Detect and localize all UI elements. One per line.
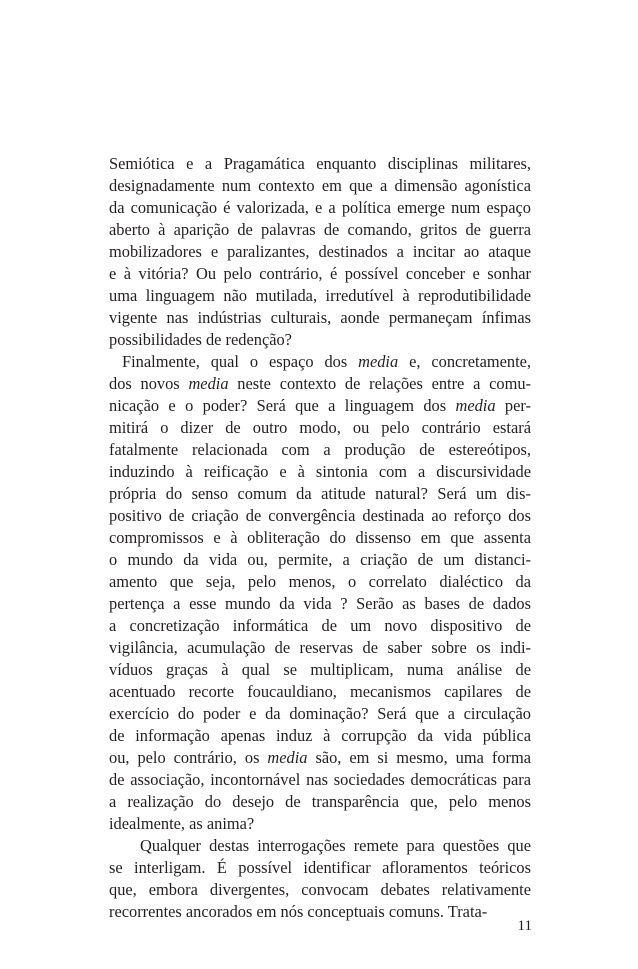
text-line xyxy=(109,615,531,637)
text-run: recorrentes ancorados em nós conceptuais comuns. Trata- xyxy=(109,902,488,921)
text-line xyxy=(109,307,531,329)
text-line xyxy=(109,439,531,461)
text-run: idealmente, as anima? xyxy=(109,814,255,833)
text-line xyxy=(109,263,531,285)
text-run: nicação e o poder? Será que a linguagem dos xyxy=(109,396,456,415)
text-run: mitirá o dizer de outro modo, ou pelo contrário estará xyxy=(109,418,531,437)
text-line xyxy=(109,153,531,175)
text-line xyxy=(109,329,531,351)
text-run: própria do senso comum da atitude natural? Será um dis- xyxy=(109,484,531,503)
text-line xyxy=(109,241,531,263)
text-line xyxy=(109,175,531,197)
text-run: positivo de criação de convergência destinada ao reforço dos xyxy=(109,506,531,525)
text-line xyxy=(109,879,531,901)
text-line xyxy=(109,417,531,439)
text-run: da comunicação é valorizada, e a política emerge num espaço xyxy=(109,198,531,217)
text-run: Qualquer destas interrogações remete para questões que xyxy=(140,836,531,855)
text-line xyxy=(109,483,531,505)
text-line xyxy=(109,813,531,835)
text-run: induzindo à reificação e à sintonia com a discursividade xyxy=(109,462,531,481)
text-line xyxy=(109,527,531,549)
text-line xyxy=(109,681,531,703)
text-line xyxy=(109,197,531,219)
text-line xyxy=(109,769,531,791)
italic-term: media xyxy=(358,352,399,371)
text-run: se interligam. É possível identificar afloramentos teóricos xyxy=(109,858,531,877)
text-line xyxy=(109,219,531,241)
text-run: mobilizadores e paralizantes, destinados a incitar ao ataque xyxy=(109,242,531,261)
text-run: ou, pelo contrário, os xyxy=(109,748,268,767)
text-run: Semiótica e a Pragamática enquanto disciplinas militares, xyxy=(109,154,531,173)
text-run: acentuado recorte foucauldiano, mecanismos capilares de xyxy=(109,682,531,701)
text-line xyxy=(109,857,531,879)
text-run: vigente nas indústrias culturais, aonde permaneçam ínfimas xyxy=(109,308,531,327)
italic-term: media xyxy=(188,374,229,393)
text-line xyxy=(109,285,531,307)
text-line xyxy=(109,505,531,527)
text-line xyxy=(109,593,531,615)
text-run: que, embora divergentes, convocam debates relativamente xyxy=(109,880,531,899)
text-line xyxy=(109,725,531,747)
text-run: víduos graças à qual se multiplicam, numa análise de xyxy=(109,660,531,679)
text-run: per- xyxy=(495,396,531,415)
text-line xyxy=(109,659,531,681)
text-run: possibilidades de redenção? xyxy=(109,330,292,349)
text-line xyxy=(109,395,531,417)
text-run: de informação apenas induz à corrupção da vida pública xyxy=(109,726,531,745)
body-text xyxy=(109,153,531,923)
text-run: uma linguagem não mutilada, irredutível à reprodutibilidade xyxy=(109,286,531,305)
text-run: e à vitória? Ou pelo contrário, é possível conceber e sonhar xyxy=(109,264,531,283)
text-run: o mundo da vida ou, permite, a criação de um distanci- xyxy=(109,550,531,569)
text-line xyxy=(109,351,531,373)
text-run: a concretização informática de um novo dispositivo de xyxy=(109,616,531,635)
text-line xyxy=(109,373,531,395)
text-run: vigilância, acumulação de reservas de saber sobre os indi- xyxy=(109,638,531,657)
text-run: de associação, incontornável nas sociedades democráticas para xyxy=(109,770,531,789)
text-run: dos novos xyxy=(109,374,189,393)
text-run: são, em si mesmo, uma forma xyxy=(307,748,531,767)
text-line xyxy=(109,791,531,813)
text-run: a realização do desejo de transparência que, pelo menos xyxy=(109,792,531,811)
text-run: Finalmente, qual o espaço dos xyxy=(122,352,359,371)
text-run: fatalmente relacionada com a produção de estereótipos, xyxy=(109,440,531,459)
italic-term: media xyxy=(455,396,496,415)
page-number: 11 xyxy=(517,918,532,934)
text-line xyxy=(109,703,531,725)
text-run: amento que seja, pelo menos, o correlato dialéctico da xyxy=(109,572,531,591)
text-run: neste contexto de relações entre a comu- xyxy=(228,374,531,393)
text-run: aberto à aparição de palavras de comando, gritos de guerra xyxy=(109,220,531,239)
text-line xyxy=(109,571,531,593)
text-line xyxy=(109,835,531,857)
text-line xyxy=(109,461,531,483)
text-line xyxy=(109,637,531,659)
text-line xyxy=(109,747,531,769)
text-run: e, concretamente, xyxy=(398,352,531,371)
text-run: compromissos e à obliteração do dissenso em que assenta xyxy=(109,528,531,547)
text-run: designadamente num contexto em que a dimensão agonística xyxy=(109,176,531,195)
italic-term: media xyxy=(267,748,308,767)
text-run: pertença a esse mundo da vida ? Serão as bases de dados xyxy=(109,594,531,613)
text-line xyxy=(109,549,531,571)
text-line xyxy=(109,901,531,923)
text-run: exercício do poder e da dominação? Será que a circulação xyxy=(109,704,531,723)
